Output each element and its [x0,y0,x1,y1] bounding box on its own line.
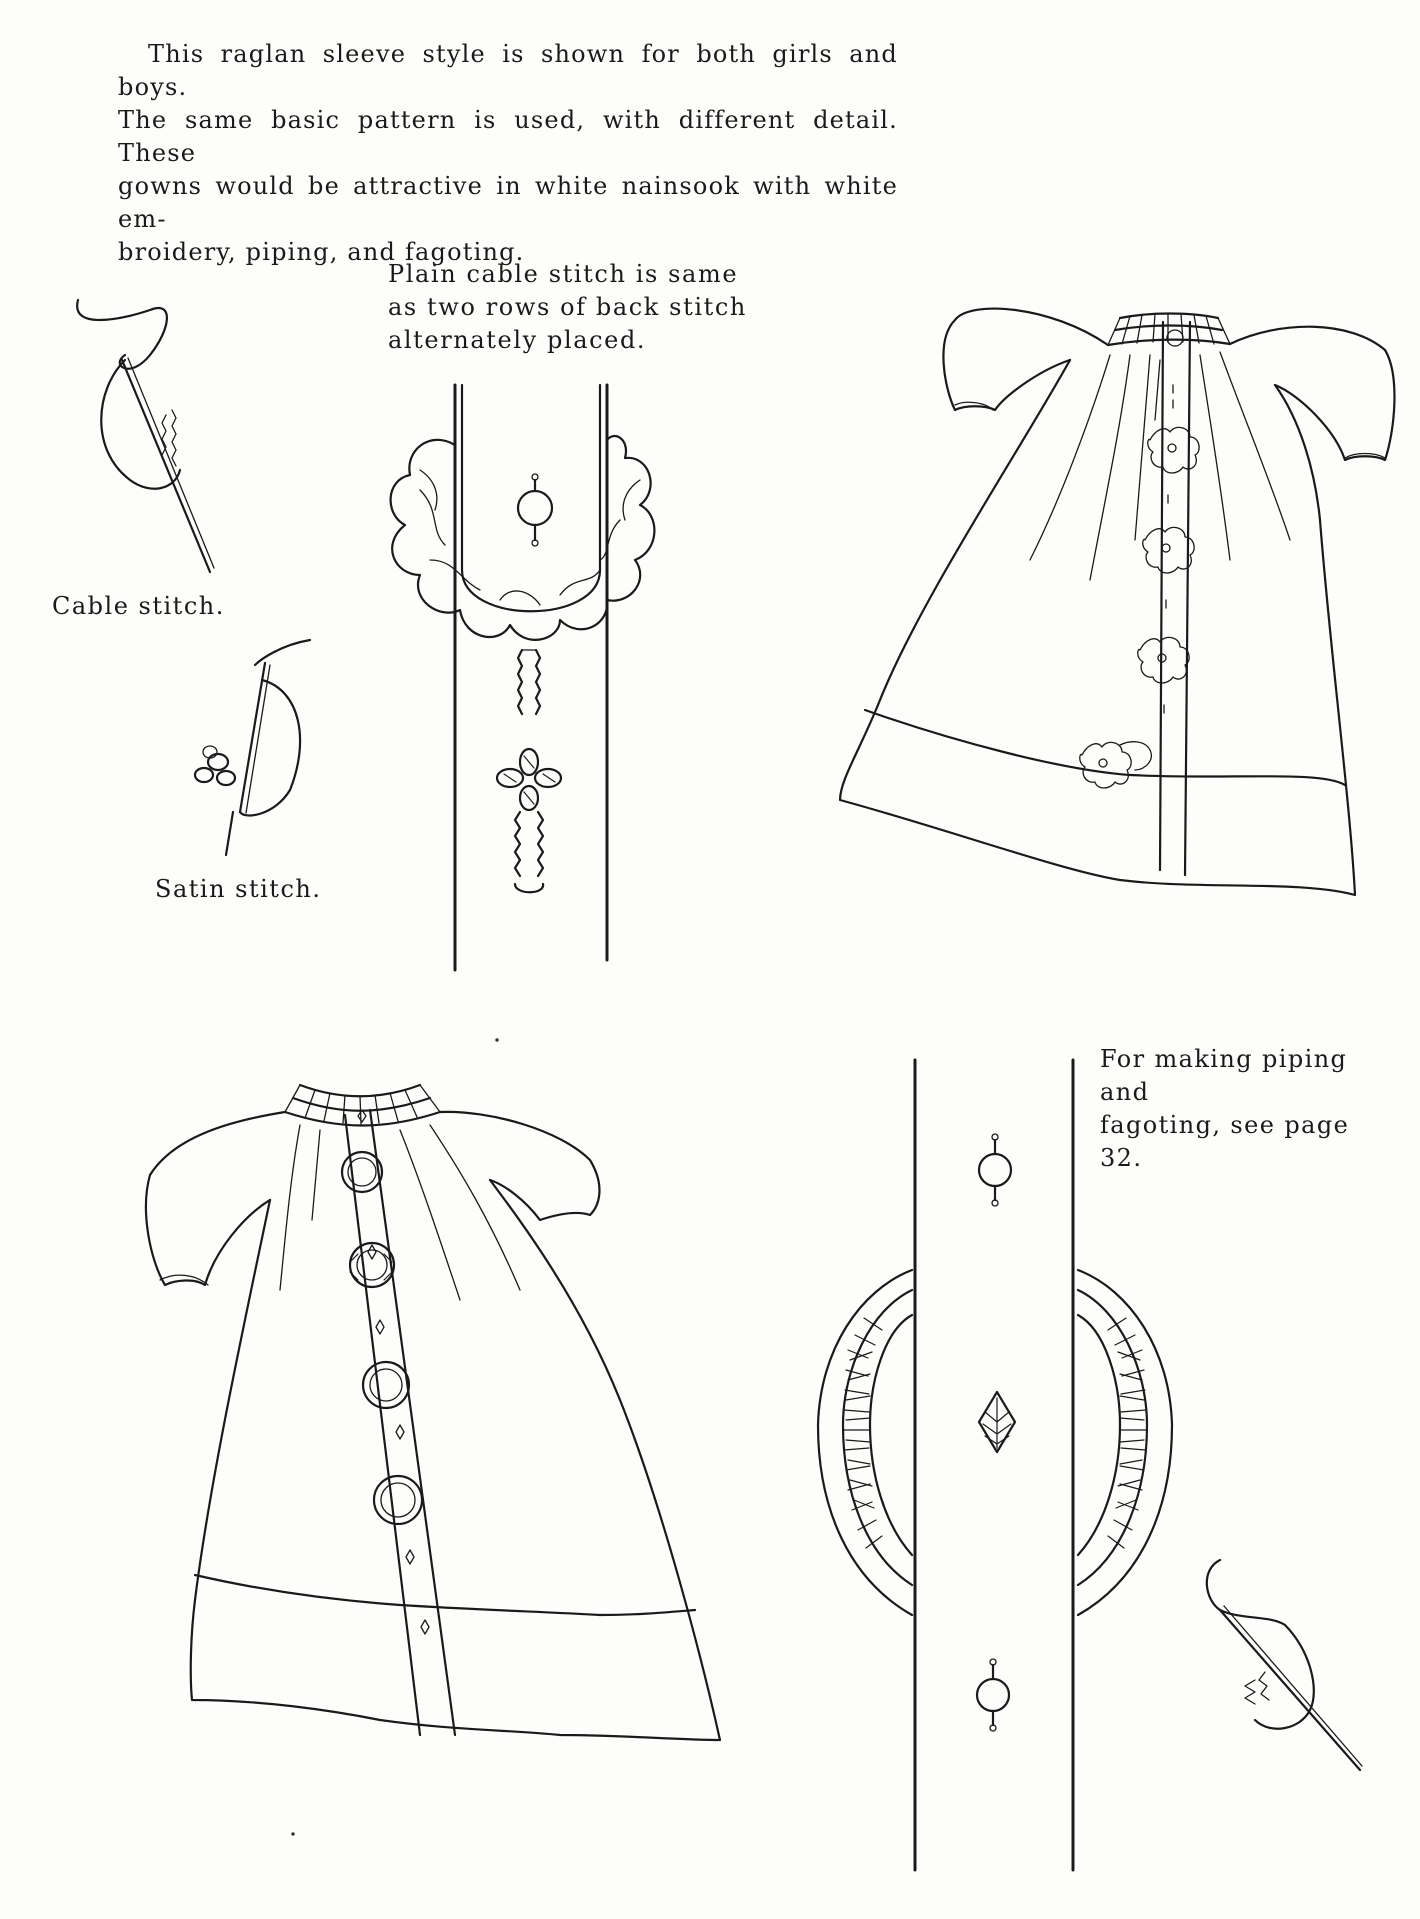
piping-fagoting-note [1100,1043,1400,1175]
cable-placket-illustration [391,385,655,970]
satin-stitch-illustration [195,640,310,855]
cable-note-line-3: alternately placed. [388,326,647,354]
cable-stitch-illustration [77,300,214,572]
intro-paragraph [118,38,898,269]
cable-stitch-note [388,258,748,357]
piping-note-line-1: For making piping and [1100,1045,1348,1106]
intro-line-1: This raglan sleeve style is shown for both girls and boys. [118,40,898,101]
piping-fagoting-illustration [818,1060,1362,1870]
cable-note-line-1: Plain cable stitch is same [388,260,739,288]
gown-with-scallops-illustration [840,309,1394,895]
cable-note-line-2: as two rows of back stitch [388,293,747,321]
gown-with-rings-illustration [146,1085,720,1740]
intro-line-4: broidery, piping, and fagoting. [118,238,525,266]
intro-line-3: gowns would be attractive in white nainsook with white em- [118,172,898,233]
piping-note-line-2: fagoting, see page 32. [1100,1111,1350,1172]
satin-stitch-label: Satin stitch. [155,875,322,903]
cable-stitch-label: Cable stitch. [52,592,225,620]
intro-line-2: The same basic pattern is used, with different detail. These [118,106,898,167]
